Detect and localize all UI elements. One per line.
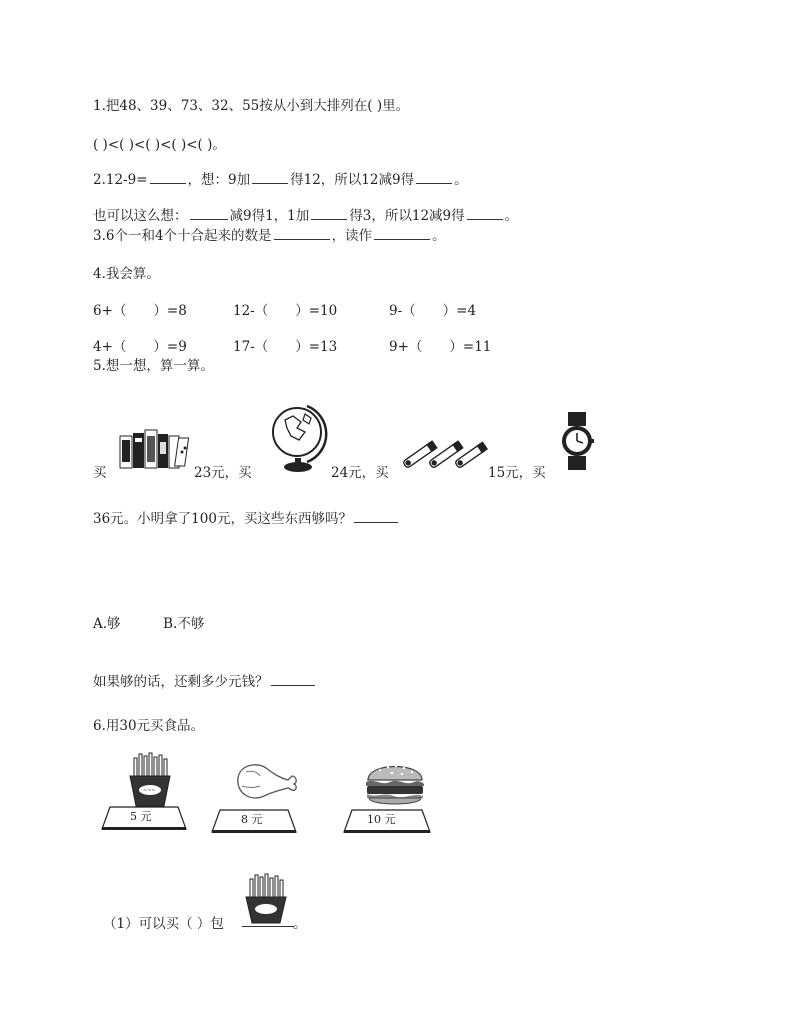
q2-a-prefix: 2.12-9= bbox=[93, 172, 148, 188]
q6-title: 6.用30元买食品。 bbox=[93, 718, 205, 734]
books-icon bbox=[116, 428, 192, 470]
answer-blank[interactable] bbox=[252, 182, 288, 184]
q2-b-mid2: 得3，所以12减9得 bbox=[349, 208, 465, 224]
globe-icon bbox=[267, 402, 329, 474]
q4-grid bbox=[93, 299, 613, 355]
option-a[interactable]: A.够 bbox=[93, 616, 121, 632]
watch-icon bbox=[558, 410, 596, 472]
answer-blank[interactable] bbox=[374, 238, 430, 240]
q4-item: 9-（ ）=4 bbox=[389, 303, 477, 319]
price-label-fries: 5 元 bbox=[130, 810, 152, 823]
q4-title: 4.我会算。 bbox=[93, 266, 160, 282]
q4-row bbox=[93, 299, 613, 335]
q5-line2 bbox=[93, 507, 400, 527]
svg-text:~~~: ~~~ bbox=[143, 788, 156, 794]
q1-line2: ( )<( )<( )<( )<( )。 bbox=[93, 137, 226, 153]
q3-line bbox=[93, 224, 446, 244]
answer-blank[interactable] bbox=[190, 218, 228, 220]
q5-followup: 如果够的话，还剩多少元钱？ bbox=[93, 674, 269, 690]
q6-sub1-prefix: （1）可以买（ ）包 bbox=[103, 916, 224, 932]
q1-line1: 1.把48、39、73、32、55按从小到大排列在( )里。 bbox=[93, 98, 410, 114]
q4-row bbox=[93, 335, 613, 355]
answer-blank[interactable] bbox=[274, 238, 330, 240]
fries-icon bbox=[124, 752, 176, 808]
answer-blank[interactable] bbox=[242, 925, 294, 927]
q5-price-globe: 24元，买 bbox=[331, 465, 389, 481]
burger-icon bbox=[364, 754, 426, 808]
q5-title: 5.想一想，算一算。 bbox=[93, 358, 214, 374]
q5-question: 36元。小明拿了100元，买这些东西够吗？ bbox=[93, 511, 352, 527]
q6-sub1-end: 。 bbox=[293, 916, 307, 932]
q2-a-mid1: ，想：9加 bbox=[187, 172, 251, 188]
q4-item: 12-（ ）=10 bbox=[233, 303, 338, 319]
fries-icon bbox=[240, 873, 292, 925]
q5-price-books: 23元，买 bbox=[194, 465, 252, 481]
answer-blank[interactable] bbox=[150, 182, 186, 184]
q3-mid: ，读作 bbox=[331, 228, 373, 244]
answer-blank[interactable] bbox=[467, 218, 503, 220]
q4-item: 17-（ ）=13 bbox=[233, 339, 338, 355]
q2-a-mid2: 得12，所以12减9得 bbox=[290, 172, 415, 188]
q2-b-mid1: 减9得1，1加 bbox=[229, 208, 310, 224]
q2-b-end: 。 bbox=[504, 208, 519, 224]
answer-blank[interactable] bbox=[311, 218, 347, 220]
q2-b-prefix: 也可以这么想： bbox=[93, 208, 188, 224]
q2-line-b bbox=[93, 204, 518, 224]
q5-line3 bbox=[93, 670, 317, 690]
price-label-chicken: 8 元 bbox=[241, 813, 263, 826]
q3-prefix: 3.6个一和4个十合起来的数是 bbox=[93, 228, 272, 244]
q2-line-a bbox=[93, 168, 468, 188]
price-label-burger: 10 元 bbox=[367, 813, 396, 826]
q5-buy-label: 买 bbox=[93, 465, 107, 481]
chicken-leg-icon bbox=[232, 758, 300, 808]
answer-blank[interactable] bbox=[271, 684, 315, 686]
q4-item: 9+（ ）=11 bbox=[389, 339, 492, 355]
q5-price-pens: 15元，买 bbox=[488, 465, 546, 481]
answer-blank[interactable] bbox=[354, 521, 398, 523]
q4-item: 6+（ ）=8 bbox=[93, 303, 187, 319]
q3-end: 。 bbox=[432, 228, 446, 244]
pens-icon bbox=[398, 428, 490, 468]
q2-a-end: 。 bbox=[454, 172, 468, 188]
answer-blank[interactable] bbox=[416, 182, 452, 184]
option-b[interactable]: B.不够 bbox=[163, 616, 205, 632]
q5-options bbox=[93, 612, 204, 632]
q4-item: 4+（ ）=9 bbox=[93, 339, 187, 355]
